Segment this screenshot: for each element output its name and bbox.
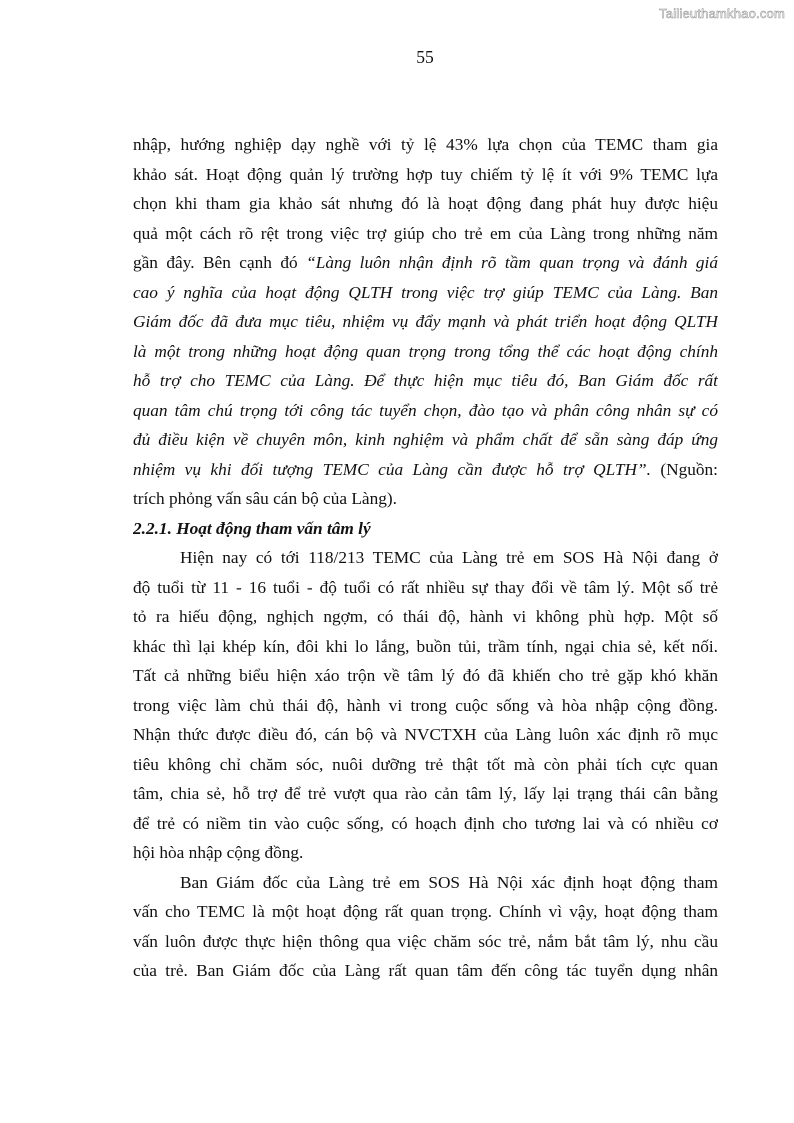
text-line: nhập, hướng nghiệp dạy nghề với tỷ lệ 43% lựa chọn của TEMC tham gia [133,135,718,154]
quote-run: nhiệm vụ khi đối tượng TEMC của Làng cần được hỗ trợ QLTH”. [133,459,651,479]
text-line: vấn luôn được thực hiện thông qua việc chăm sóc trẻ, nắm bắt tâm lý, nhu cầu [133,931,718,951]
text-line: trích phỏng vấn sâu cán bộ của Làng). [133,489,397,508]
text-line: tâm, chia sẻ, hỗ trợ để trẻ vượt qua rào cản tâm lý, lấy lại trạng thái cân bằng [133,784,718,803]
text-line: tỏ ra hiếu động, nghịch ngợm, có thái độ, hành vi không phù hợp. Một số [133,607,718,626]
text-line [133,455,718,485]
quote-line: hỗ trợ cho TEMC của Làng. Để thực hiện mục tiêu đó, Ban Giám đốc rất [133,371,718,390]
text-line: độ tuổi từ 11 - 16 tuổi - độ tuổi có rất nhiều sự thay đổi về tâm lý. Một số trẻ [133,577,718,597]
text-line: để trẻ có niềm tin vào cuộc sống, có hoạch định cho tương lai và có nhiều cơ [133,813,718,833]
quote-line: đủ điều kiện về chuyên môn, kinh nghiệm và phẩm chất để sẵn sàng đáp ứng [133,430,718,449]
source-run: (Nguồn: [650,459,718,479]
quote-line: là một trong những hoạt động quan trọng trong tổng thể các hoạt động chính [133,341,718,361]
text-line: của trẻ. Ban Giám đốc của Làng rất quan tâm đến công tác tuyển dụng nhân [133,961,718,980]
text-line: Hiện nay có tới 118/213 TEMC của Làng trẻ em SOS Hà Nội đang ở [180,548,718,567]
text-line: Nhận thức được điều đó, cán bộ và NVCTXH của Làng luôn xác định rõ mục [133,725,718,744]
quote-line: Giám đốc đã đưa mục tiêu, nhiệm vụ đẩy mạnh và phát triển hoạt động QLTH [133,312,718,331]
text-line: Ban Giám đốc của Làng trẻ em SOS Hà Nội xác định hoạt động tham [180,872,718,892]
watermark: Tailieuthamkhao.com [659,6,785,21]
quote-run: “Làng luôn nhận định rõ tầm quan trọng và đánh giá [306,253,718,272]
paragraph-1 [133,130,718,514]
paragraph-2 [133,543,718,868]
text-line: khảo sát. Hoạt động quản lý trường hợp tuy chiếm tỷ lệ ít với 9% TEMC lựa [133,164,718,184]
text-line: khác thì lại khép kín, đôi khi lo lắng, buồn tủi, trầm tính, ngại chia sẻ, kết nối. [133,636,718,656]
text-line: chọn khi tham gia khảo sát nhưng đó là hoạt động đang phát huy được hiệu [133,194,718,213]
text-line: vấn cho TEMC là một hoạt động rất quan trọng. Chính vì vậy, hoạt động tham [133,902,718,921]
paragraph-3 [133,868,718,986]
page-number: 55 [416,47,434,67]
text-line [133,248,718,278]
quote-line: quan tâm chú trọng tới công tác tuyển chọn, đào tạo và phân công nhân sự có [133,400,718,420]
text-line: quả một cách rõ rệt trong việc trợ giúp cho trẻ em của Làng trong những năm [133,223,718,243]
document-body [133,130,718,986]
quote-line: cao ý nghĩa của hoạt động QLTH trong việc trợ giúp TEMC của Làng. Ban [133,282,718,302]
text-line: hội hòa nhập cộng đồng. [133,843,304,862]
text-line: trong việc làm chủ thái độ, hành vi trong cuộc sống và hòa nhập cộng đồng. [133,695,718,715]
text-line: Tất cả những biểu hiện xáo trộn về tâm lý đó đã khiến cho trẻ gặp khó khăn [133,666,718,685]
text-line: tiêu không chỉ chăm sóc, nuôi dưỡng trẻ thật tốt mà còn phải tích cực quan [133,754,718,774]
section-heading: 2.2.1. Hoạt động tham vấn tâm lý [133,518,371,538]
text-run: gần đây. Bên cạnh đó [133,253,307,272]
